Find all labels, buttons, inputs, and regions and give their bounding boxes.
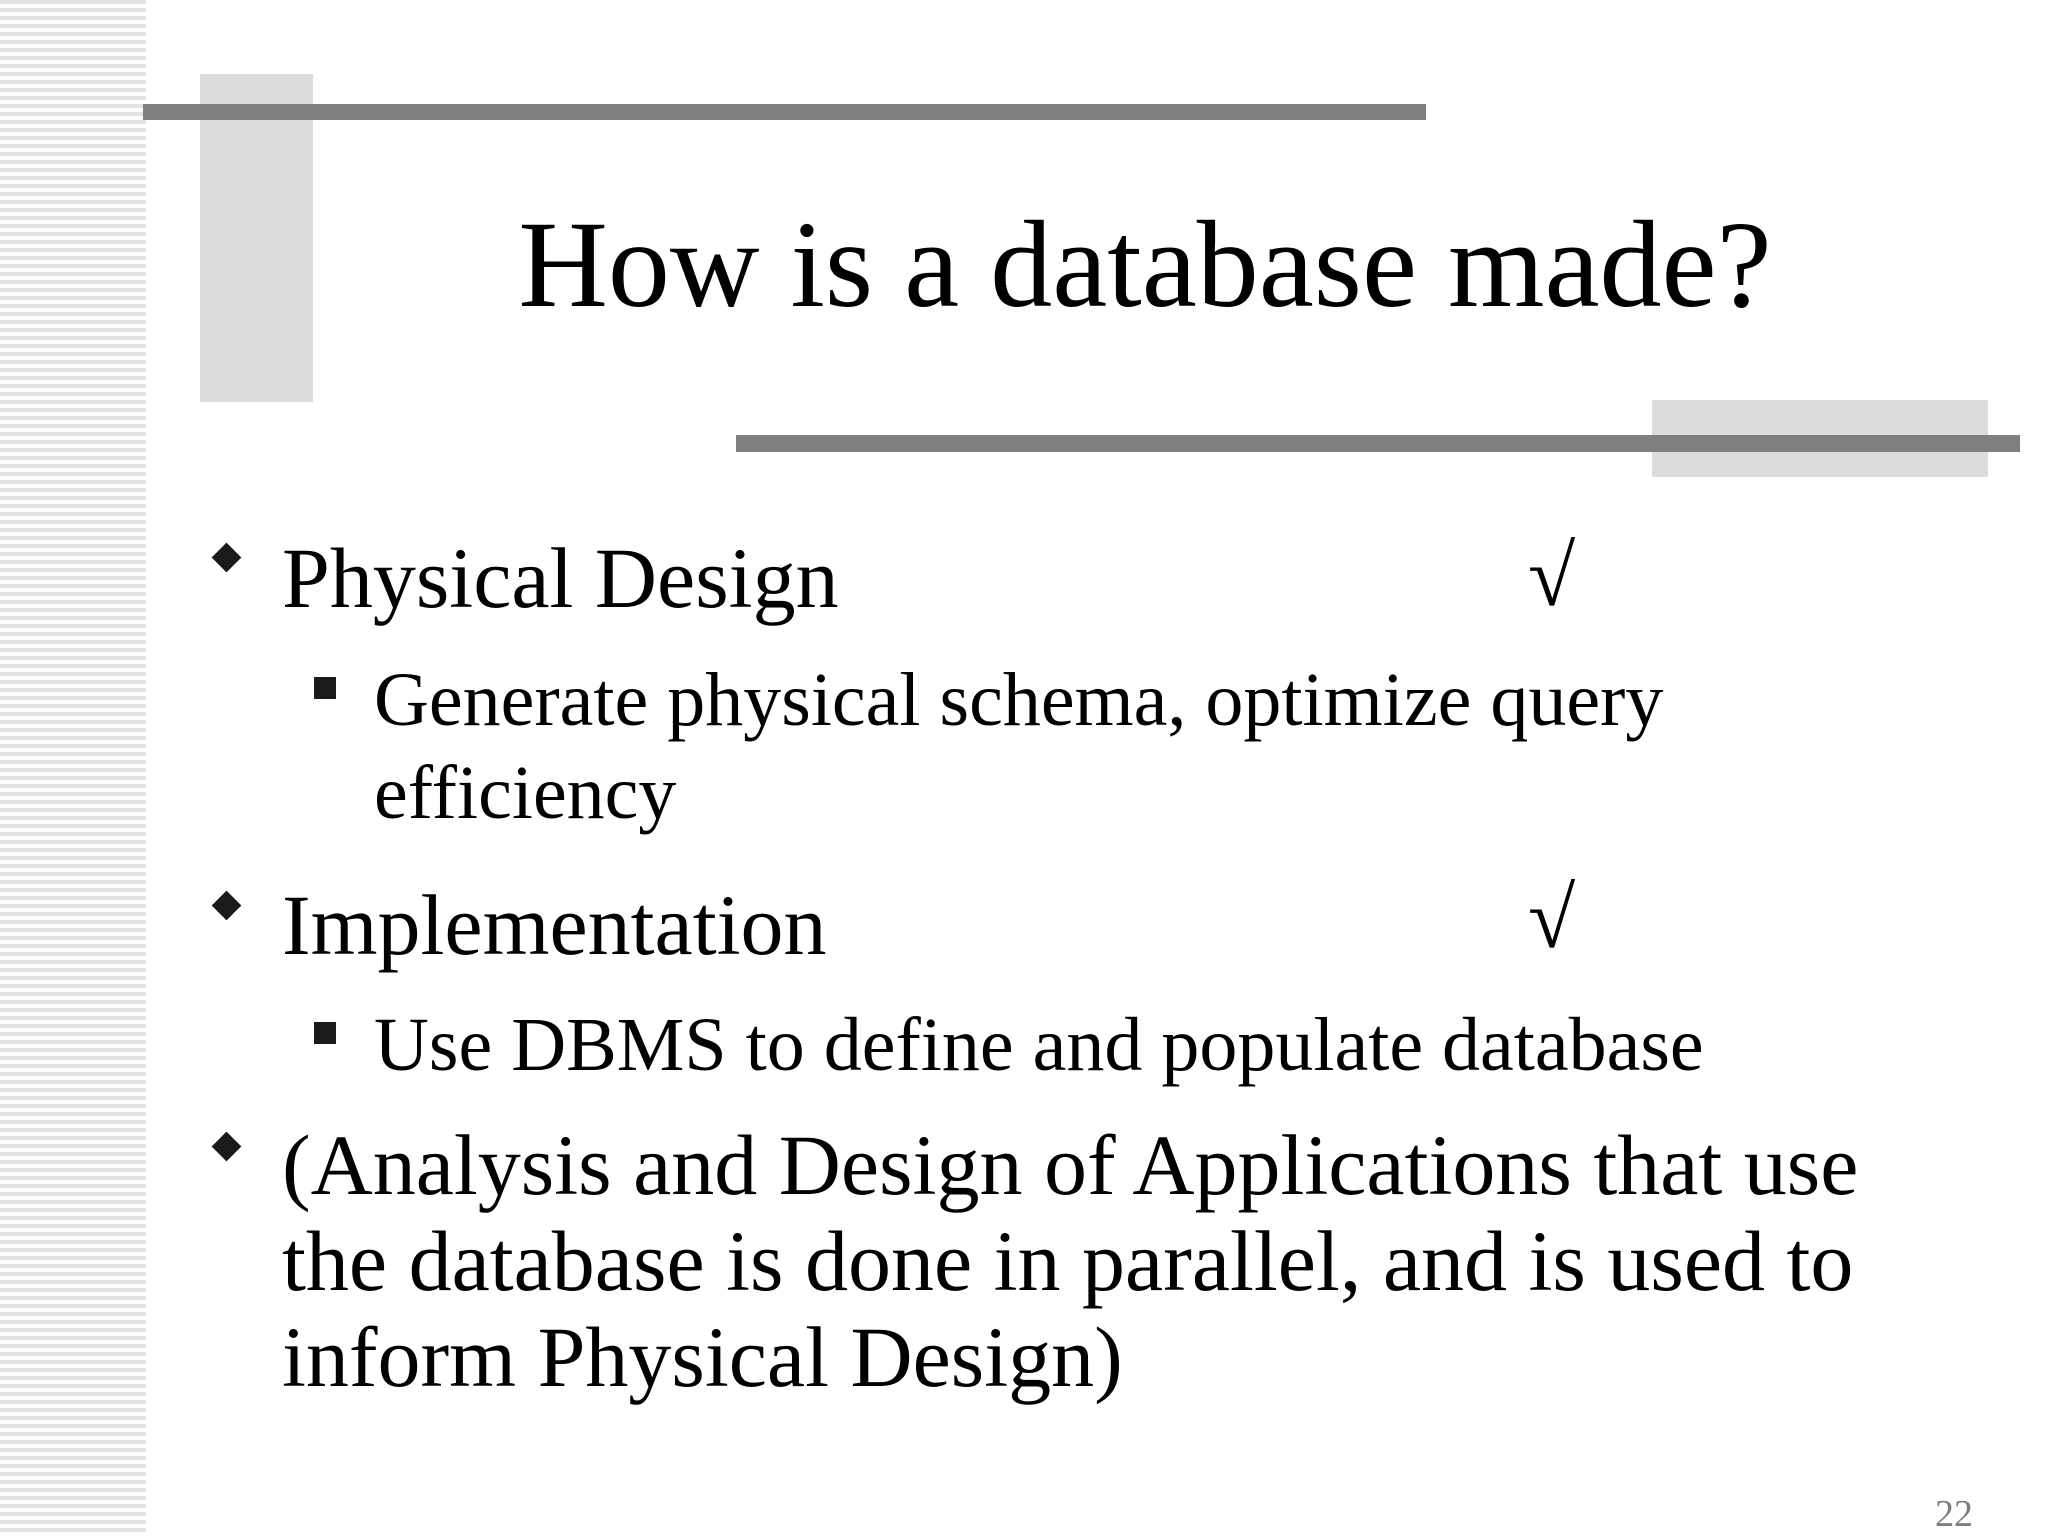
bullet-implementation: Implementation xyxy=(282,877,827,973)
bullet-diamond-icon xyxy=(212,891,242,921)
bullet-analysis-note: (Analysis and Design of Applications that use the database is done in parallel, and is used to inform Physical Design) xyxy=(282,1117,1859,1405)
sub-bullet-square-icon xyxy=(314,1022,336,1044)
title-rule-bottom xyxy=(736,435,2020,452)
title-rule-top xyxy=(143,104,1426,120)
sub-bullet-use-dbms: Use DBMS to define and populate database xyxy=(374,1003,1704,1087)
sub-bullet-square-icon xyxy=(314,677,336,699)
page-number: 22 xyxy=(1935,1493,1973,1535)
decorative-stripes xyxy=(0,0,146,1536)
checkmark-implementation: √ xyxy=(1528,870,1576,966)
bullet-diamond-icon xyxy=(212,543,242,573)
checkmark-physical-design: √ xyxy=(1528,528,1576,624)
bullet-diamond-icon xyxy=(212,1132,242,1162)
sub-bullet-physical-schema: Generate physical schema, optimize query efficiency xyxy=(374,658,1664,835)
bullet-physical-design: Physical Design xyxy=(282,530,839,626)
slide-title: How is a database made? xyxy=(518,196,1772,333)
decorative-block-top xyxy=(200,74,313,402)
